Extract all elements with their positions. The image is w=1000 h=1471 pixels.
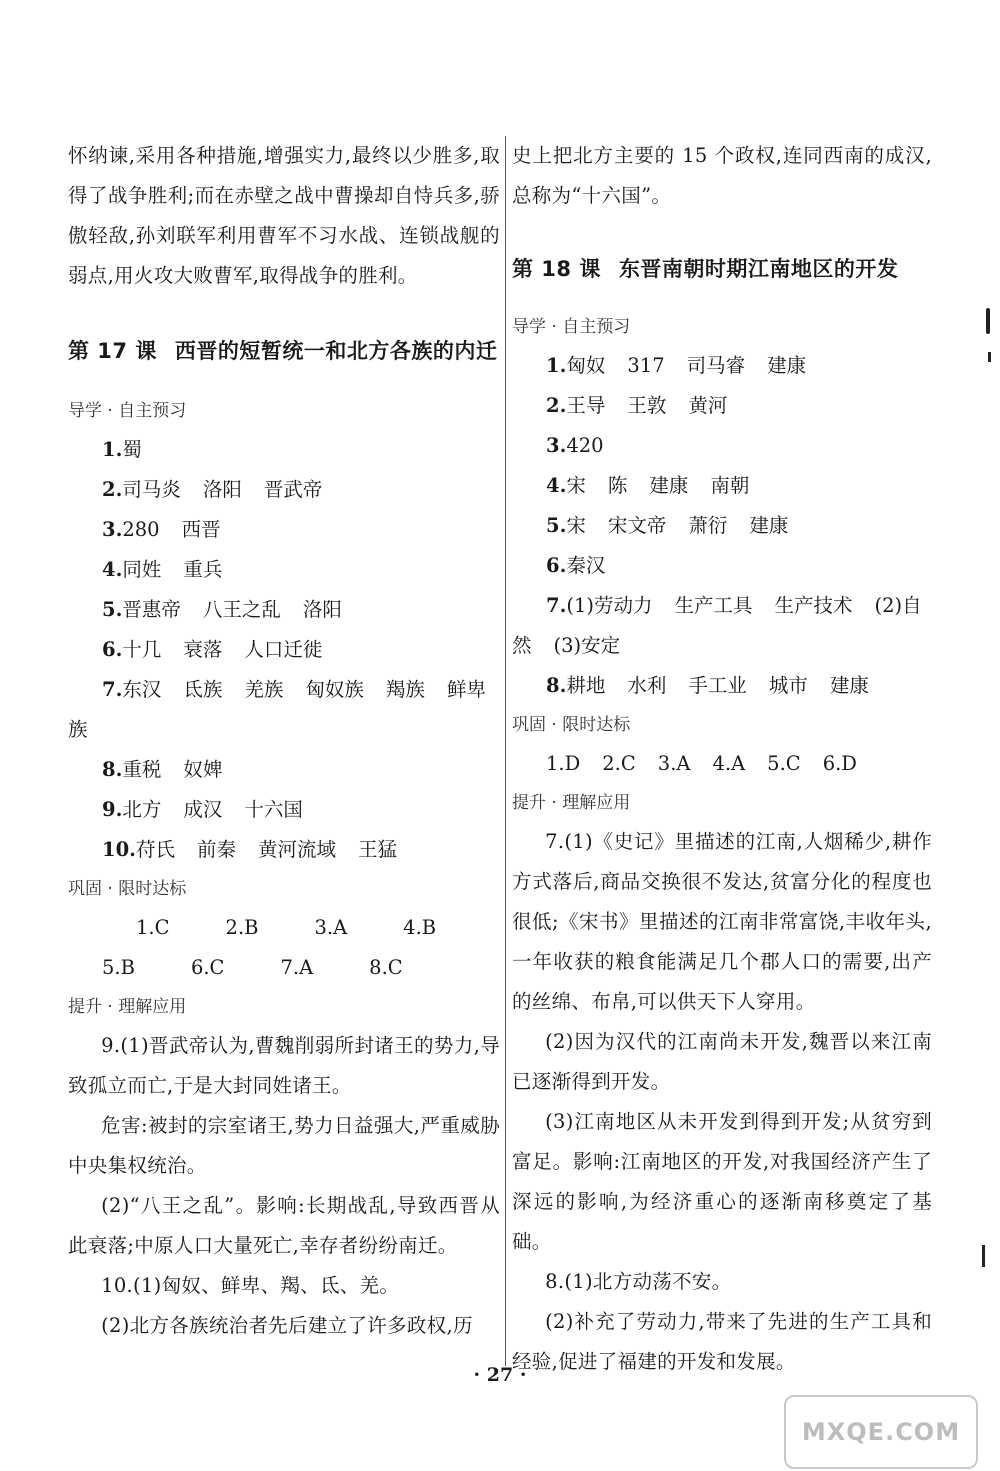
answer-text: 生产工具 xyxy=(674,594,753,617)
answer-text: 王导 xyxy=(566,394,606,417)
lesson-17-title: 第 17 课 西晋的短暂统一和北方各族的内迁 xyxy=(68,339,498,363)
improve-paragraph: 8.(1)北方动荡不安。 xyxy=(545,1270,732,1293)
answer-text: 羯族 xyxy=(385,678,425,701)
watermark-text: MXQE.COM xyxy=(801,1418,961,1446)
answer-text: 建康 xyxy=(749,514,789,537)
answer-text: 宋文帝 xyxy=(607,514,667,537)
answer-item xyxy=(512,586,932,666)
mc-answer: 1.D xyxy=(546,752,581,775)
improve-paragraph: (2)补充了劳动力,带来了先进的生产工具和经验,促进了福建的开发和发展。 xyxy=(512,1310,932,1373)
lesson-18-title: 第 18 课 东晋南朝时期江南地区的开发 xyxy=(512,257,899,281)
answer-text: 十几 xyxy=(122,638,162,661)
answer-text: 洛阳 xyxy=(302,598,342,621)
answer-text: 晋惠帝 xyxy=(122,598,181,621)
item-number: 3. xyxy=(546,434,567,457)
answer-text: 司马炎 xyxy=(122,478,181,501)
answer-text: (2)自然 xyxy=(512,594,922,657)
answer-text: 王敦 xyxy=(627,394,667,417)
mc-answer: 1.C xyxy=(136,916,170,939)
improve-paragraph: (2)北方各族统治者先后建立了许多政权,历 xyxy=(101,1314,473,1337)
answer-text: 水利 xyxy=(627,674,667,697)
answer-text: 建康 xyxy=(767,354,807,377)
answer-text: 宋 xyxy=(566,514,586,537)
answer-text: 重兵 xyxy=(183,558,223,581)
item-number: 10. xyxy=(102,838,136,861)
improve-paragraph: 7.(1)《史记》里描述的江南,人烟稀少,耕作方式落后,商品交换很不发达,贫富分化的程度也很低;《宋书》里描述的江南非常富饶,丰收年头,一年收获的粮食能满足几个郡人口的需要,出产的丝绵、布帛,可以供天下人穿用。 xyxy=(512,830,932,1013)
mc-answer: 3.A xyxy=(657,752,691,775)
answer-item xyxy=(512,386,932,426)
item-number: 9. xyxy=(102,798,123,821)
mc-answer: 2.C xyxy=(602,752,636,775)
mc-answer: 5.B xyxy=(102,956,135,979)
answer-text: 重税 xyxy=(122,758,162,781)
answer-text: 八王之乱 xyxy=(202,598,281,621)
item-number: 8. xyxy=(102,758,123,781)
improve-heading: 提升 · 理解应用 xyxy=(512,793,631,813)
answer-text: 匈奴 xyxy=(566,354,606,377)
preview-answer-list xyxy=(512,346,932,706)
item-number: 1. xyxy=(546,354,567,377)
improve-paragraph: (2)因为汉代的江南尚未开发,魏晋以来江南已逐渐得到开发。 xyxy=(512,1030,932,1093)
margin-mark xyxy=(986,308,990,334)
answer-item xyxy=(512,466,932,506)
item-number: 3. xyxy=(102,518,123,541)
continued-paragraph: 史上把北方主要的 15 个政权,连同西南的成汉,总称为“十六国”。 xyxy=(512,144,932,207)
answer-item xyxy=(68,550,500,590)
preview-heading: 导学 · 自主预习 xyxy=(512,317,631,337)
column-divider xyxy=(505,136,506,1366)
preview-heading: 导学 · 自主预习 xyxy=(68,401,187,421)
answer-item xyxy=(68,830,500,870)
answer-text: 蜀 xyxy=(122,438,142,461)
mc-answer: 6.C xyxy=(190,956,225,979)
item-number: 8. xyxy=(546,674,567,697)
answer-text: 手工业 xyxy=(688,674,747,697)
answer-item xyxy=(68,790,500,830)
answer-text: 萧衍 xyxy=(688,514,728,537)
answer-text: 黄河 xyxy=(688,394,728,417)
answer-text: 东汉 xyxy=(122,678,162,701)
answer-text: 黄河流域 xyxy=(257,838,336,861)
mc-answer: 4.B xyxy=(403,916,437,939)
answer-item xyxy=(68,430,500,470)
answer-text: 洛阳 xyxy=(202,478,242,501)
answer-text: 羌族 xyxy=(244,678,284,701)
item-number: 6. xyxy=(102,638,123,661)
multiple-choice-answers xyxy=(68,908,500,988)
left-column xyxy=(68,136,500,1346)
item-number: 2. xyxy=(546,394,567,417)
mc-answer: 7.A xyxy=(280,956,314,979)
mc-answer: 8.C xyxy=(369,956,403,979)
margin-mark xyxy=(982,1245,985,1267)
item-number: 5. xyxy=(102,598,123,621)
consolidate-heading: 巩固 · 限时达标 xyxy=(512,715,631,735)
answer-item xyxy=(512,546,932,586)
answer-text: 陈 xyxy=(607,474,628,497)
answer-text: 氐族 xyxy=(183,678,223,701)
mc-answer: 6.D xyxy=(822,752,857,775)
item-number: 7. xyxy=(546,594,567,617)
preview-answer-list xyxy=(68,430,500,870)
item-number: 6. xyxy=(546,554,567,577)
answer-text: 西晋 xyxy=(181,518,221,541)
answer-text: 420 xyxy=(566,434,604,457)
answer-item xyxy=(512,426,932,466)
answer-text: 317 xyxy=(627,354,665,377)
item-number: 4. xyxy=(102,558,123,581)
answer-text: 晋武帝 xyxy=(263,478,323,501)
answer-text: 同姓 xyxy=(122,558,162,581)
item-number: 1. xyxy=(102,438,123,461)
answer-text: 秦汉 xyxy=(566,554,606,577)
answer-text: 城市 xyxy=(768,674,808,697)
answer-text: 建康 xyxy=(649,474,689,497)
mc-answer: 5.C xyxy=(767,752,801,775)
item-number: 4. xyxy=(546,474,567,497)
mc-answer: 4.A xyxy=(712,752,746,775)
answer-item xyxy=(68,670,500,750)
answer-item xyxy=(68,510,500,550)
answer-text: 苻氏 xyxy=(135,838,175,861)
answer-item xyxy=(68,750,500,790)
answer-text: 北方 xyxy=(122,798,162,821)
watermark-logo xyxy=(784,1395,978,1469)
answer-item xyxy=(512,346,932,386)
margin-mark xyxy=(988,352,991,362)
right-column xyxy=(512,136,932,1382)
answer-text: 奴婢 xyxy=(183,758,223,781)
answer-text: 耕地 xyxy=(566,674,606,697)
answer-text: 十六国 xyxy=(244,798,303,821)
intro-paragraph: 怀纳谏,采用各种措施,增强实力,最终以少胜多,取得了战争胜利;而在赤壁之战中曹操却自恃兵多,骄傲轻敌,孙刘联军利用曹军不习水战、连锁战舰的弱点,用火攻大败曹军,取得战争的胜利。 xyxy=(68,144,500,287)
answer-text: 南朝 xyxy=(710,474,750,497)
answer-item xyxy=(512,506,932,546)
consolidate-heading: 巩固 · 限时达标 xyxy=(68,879,187,899)
improve-heading: 提升 · 理解应用 xyxy=(68,997,187,1017)
multiple-choice-answers xyxy=(512,744,932,784)
answer-text: (3)安定 xyxy=(553,634,621,657)
improve-paragraph: (3)江南地区从未开发到得到开发;从贫穷到富足。影响:江南地区的开发,对我国经济产生了深远的影响,为经济重心的逐渐南移奠定了基础。 xyxy=(512,1110,932,1253)
answer-text: 人口迁徙 xyxy=(244,638,323,661)
answer-text: 衰落 xyxy=(183,638,223,661)
item-number: 7. xyxy=(102,678,123,701)
answer-text: 王猛 xyxy=(357,838,397,861)
improve-paragraph: 危害:被封的宗室诸王,势力日益强大,严重威胁中央集权统治。 xyxy=(68,1114,500,1177)
item-number: 5. xyxy=(546,514,567,537)
answer-text: 280 xyxy=(122,518,160,541)
answer-text: (1)劳动力 xyxy=(566,594,653,617)
mc-answer: 3.A xyxy=(314,916,348,939)
improve-paragraph: (2)“八王之乱”。影响:长期战乱,导致西晋从此衰落;中原人口大量死亡,幸存者纷纷南迁。 xyxy=(68,1194,500,1257)
answer-text: 司马睿 xyxy=(686,354,746,377)
answer-text: 前秦 xyxy=(196,838,236,861)
mc-answer: 2.B xyxy=(225,916,259,939)
improve-paragraph: 10.(1)匈奴、鲜卑、羯、氐、羌。 xyxy=(101,1274,400,1297)
answer-text: 成汉 xyxy=(183,798,223,821)
answer-text: 匈奴族 xyxy=(305,678,364,701)
answer-item xyxy=(68,470,500,510)
answer-text: 鲜卑族 xyxy=(68,678,486,741)
item-number: 2. xyxy=(102,478,123,501)
answer-text: 建康 xyxy=(829,674,869,697)
answer-item xyxy=(68,630,500,670)
answer-item xyxy=(68,590,500,630)
answer-text: 宋 xyxy=(566,474,586,497)
page-number: · 27 · xyxy=(473,1364,527,1386)
improve-paragraph: 9.(1)晋武帝认为,曹魏削弱所封诸王的势力,导致孤立而亡,于是大封同姓诸王。 xyxy=(68,1034,500,1097)
answer-item xyxy=(512,666,932,706)
answer-text: 生产技术 xyxy=(774,594,853,617)
